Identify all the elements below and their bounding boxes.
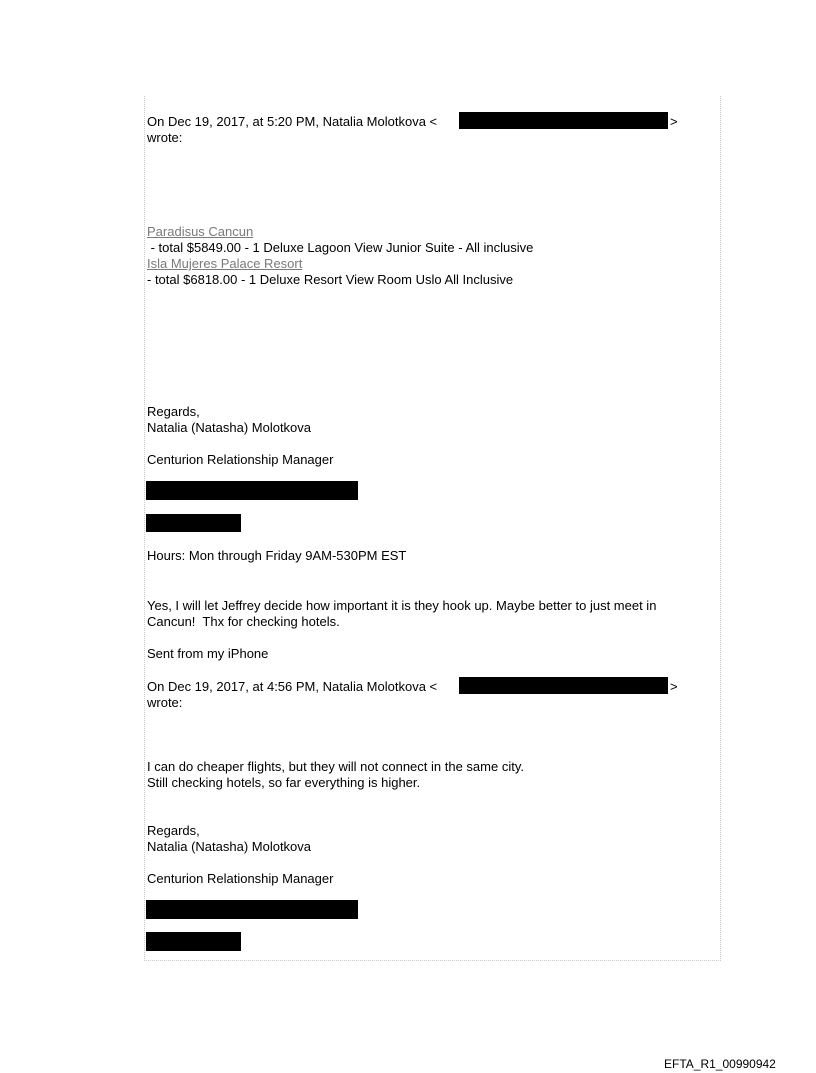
email1-sender-name: Natalia (Natasha) Molotkova (147, 420, 312, 435)
redacted-email-address (459, 112, 668, 129)
hotel1-details: - total $5849.00 - 1 Deluxe Lagoon View Junior Suite - All inclusive (147, 240, 534, 255)
sent-from: Sent from my iPhone (147, 646, 269, 661)
email1-header-close: > (670, 114, 678, 129)
email2-body2: Still checking hotels, so far everything is higher. (147, 775, 421, 790)
redacted-email-address-2 (459, 677, 668, 694)
email1-wrote: wrote: (147, 130, 183, 145)
email1-header (147, 114, 437, 130)
email2-wrote: wrote: (147, 695, 183, 710)
email2-header-close: > (670, 679, 678, 694)
redacted-phone-2 (146, 932, 241, 951)
hotel2-details: - total $6818.00 - 1 Deluxe Resort View Room Uslo All Inclusive (147, 272, 514, 287)
hotel-link-paradisus-cancun[interactable]: Paradisus Cancun (147, 224, 254, 239)
email2-regards: Regards, (147, 823, 200, 838)
email1-header-text: On Dec 19, 2017, at 5:20 PM, Natalia Molotkova < (147, 114, 438, 129)
reply-line1: Yes, I will let Jeffrey decide how important it is they hook up. Maybe better to just meet in (147, 598, 657, 613)
email1-hours: Hours: Mon through Friday 9AM-530PM EST (147, 548, 407, 563)
email1-regards: Regards, (147, 404, 200, 419)
email2-sender-name: Natalia (Natasha) Molotkova (147, 839, 312, 854)
redacted-contact-line-2 (146, 900, 358, 919)
email2-sender-title: Centurion Relationship Manager (147, 871, 334, 886)
reply-line2: Cancun! Thx for checking hotels. (147, 614, 340, 629)
bates-number: EFTA_R1_00990942 (664, 1057, 776, 1071)
redacted-contact-line (146, 481, 358, 500)
email2-header-text: On Dec 19, 2017, at 4:56 PM, Natalia Molotkova < (147, 679, 438, 694)
redacted-phone (146, 514, 241, 532)
email2-body1: I can do cheaper flights, but they will not connect in the same city. (147, 759, 524, 774)
hotel-link-isla-mujeres-palace[interactable]: Isla Mujeres Palace Resort (147, 256, 303, 271)
email2-header (147, 679, 437, 695)
email1-sender-title: Centurion Relationship Manager (147, 452, 334, 467)
